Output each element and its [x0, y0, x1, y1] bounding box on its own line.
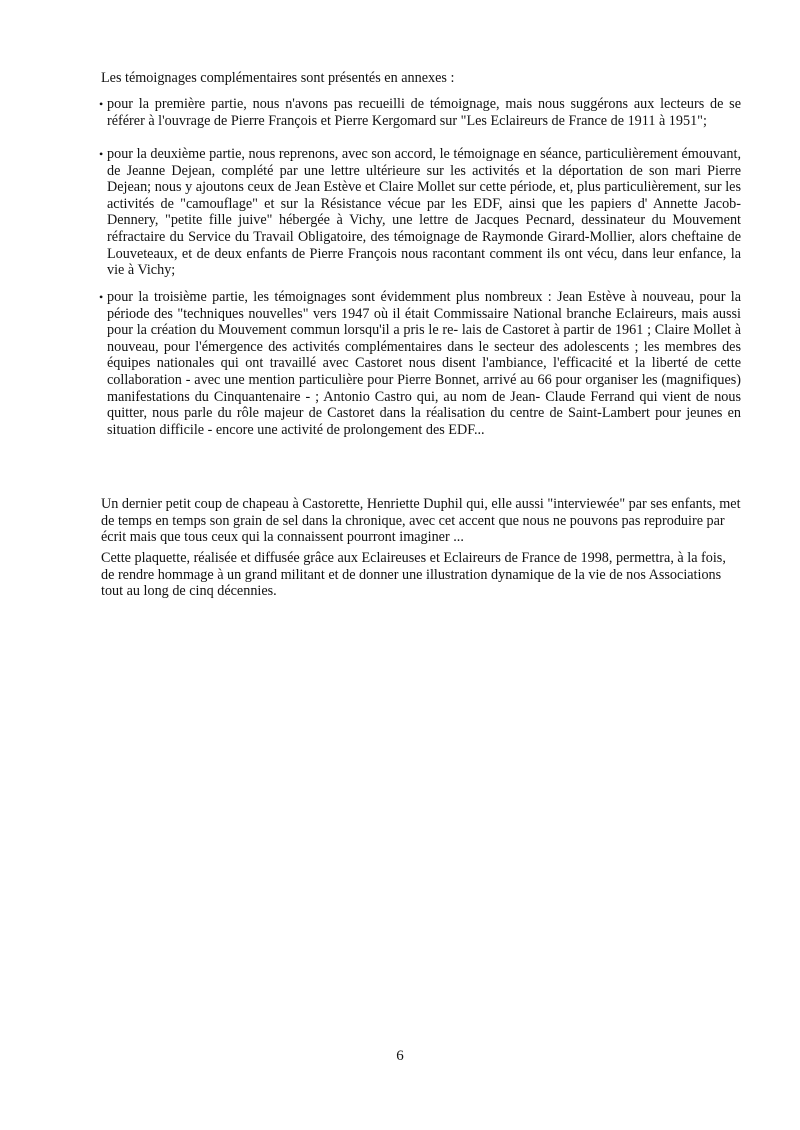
- bullet-icon: •: [99, 290, 104, 304]
- bullet-icon: •: [99, 147, 104, 161]
- intro-line: Les témoignages complémentaires sont présentés en annexes :: [101, 70, 455, 86]
- testimony-item-part-one: [99, 96, 741, 129]
- testimony-item-part-three: [99, 289, 741, 438]
- closing-paragraph-plaquette: Cette plaquette, réalisée et diffusée grâce aux Eclaireuses et Eclaireurs de France de 1998, permettra, à la fois, de rendre hommage à un grand militant et de donner une illustration dynamique de la vie de nos Associations tout au long de cinq décennies.: [101, 550, 726, 600]
- bullet-icon: •: [99, 97, 104, 111]
- testimony-item-part-two: [99, 146, 741, 279]
- testimony-text-part-three: pour la troisième partie, les témoignages sont évidemment plus nombreux : Jean Estève à nouveau, pour la période des "techniques nouvelles" vers 1947 où il était Commissaire National branche Eclaireurs, mais aussi pour la création du Mouvement commun lorsqu'il a pris le re- lais de Castoret à partir de 1961 ; Claire Mollet à nouveau, pour l'émergence des activités complémentaires dans le secteur des adolescents ; les membres des équipes nationales qui ont travaillé avec Castoret nous disent l'ambiance, l'efficacité et la liberté de cette collaboration - avec une mention particulière pour Pierre Bonnet, arrivé au 66 pour organiser les (magnifiques) manifestations du Cinquantenaire - ; Antonio Castro qui, au nom de Jean- Claude Ferrand qui vient de nous quitter, nous parle du rôle majeur de Castoret dans la réalisation du centre de Saint-Lambert pour jeunes en situation difficile - encore une activité de prolongement des EDF...: [107, 289, 741, 438]
- page-number: 6: [396, 1048, 404, 1064]
- testimony-text-part-two: pour la deuxième partie, nous reprenons, avec son accord, le témoignage en séance, particulièrement émouvant, de Jeanne Dejean, complété par une lettre ultérieure sur les activités et la déportation de son mari Pierre Dejean; nous y ajoutons ceux de Jean Estève et Claire Mollet sur cette période, et, plus particulièrement, sur les activités de "camouflage" et sur la Résistance vécue par les EDF, ainsi que les papiers d' Annette Jacob-Dennery, "petite fille juive" hébergée à Vichy, une lettre de Jacques Pecnard, dessinateur du Mouvement réfractaire du Service du Travail Obligatoire, des témoignage de Raymonde Girard-Mollier, alors cheftaine de Louveteaux, et de deux enfants de Pierre François nous racontant comment ils ont vécu, dans leur enfance, la vie à Vichy;: [107, 146, 741, 279]
- closing-paragraph-castorette: Un dernier petit coup de chapeau à Castorette, Henriette Duphil qui, elle aussi "interviewée" par ses enfants, met de temps en temps son grain de sel dans la chronique, avec cet accent que nous ne pouvons pas reproduire par écrit mais que tous ceux qui la connaissent pourront imaginer ...: [101, 496, 741, 546]
- testimony-text-part-one: pour la première partie, nous n'avons pas recueilli de témoignage, mais nous suggérons aux lecteurs de se référer à l'ouvrage de Pierre François et Pierre Kergomard sur "Les Eclaireurs de France de 1911 à 1951";: [107, 96, 741, 129]
